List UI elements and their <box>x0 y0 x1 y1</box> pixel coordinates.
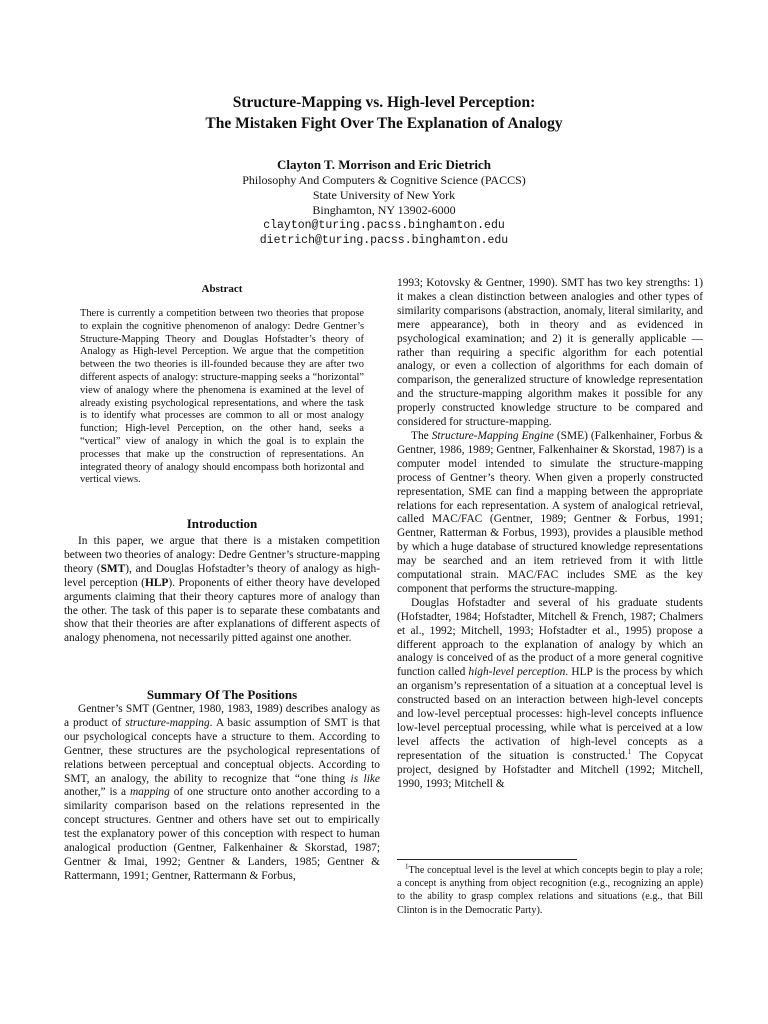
summary-emphasis-2: is like <box>350 772 380 785</box>
right-paragraph-3 <box>397 597 703 792</box>
introduction-body <box>64 535 380 646</box>
right-paragraph-1: 1993; Kotovsky & Gentner, 1990). SMT has two key strengths: 1) it makes a clean distinction between analogies and other types of similarity comparisons (abstraction, anomaly, literal similarity, and mere appearance), both in theory and as evidenced in psychological examination; and 2) it is generally applicable — rather than requiring a specific algorithm for each potential analogy, or even a collection of algorithms for each domain of comparison, the generalized structure of knowledge representation and the structure-mapping algorithm makes it possible for any properly constructed knowledge structure to be compared and considered for structure-mapping. <box>397 277 703 429</box>
footnote-divider <box>397 859 577 860</box>
affiliation-city: Binghamton, NY 13902-6000 <box>312 203 456 217</box>
right-column-body <box>397 277 703 792</box>
right-p2-emphasis: Structure-Mapping Engine <box>431 429 554 442</box>
summary-text-b: . A basic assumption of SMT is that our psychological concepts have a structure to them. According to Gentner, these structures are the psychological representations of relations between perceptual and conceptual objects. According to SMT, an analogy, the ability to recognize that “one thing <box>64 716 380 785</box>
footnote-marker: 1 <box>405 862 409 871</box>
summary-emphasis-3: mapping <box>129 786 170 799</box>
right-paragraph-2 <box>397 430 703 597</box>
abstract-text: There is currently a competition between two theories that propose to explain the cognitive phenomenon of analogy: Dedre Gentner’s Structure-Mapping Theory and Douglas Hofstadter’s theory of Analogy as High-level Perception. We argue that the competition between the two theories is ill-founded because they are after two different aspects of analogy: structure-mapping seeks a “horizontal” view of analogy where the phenomena is examined at the level of already existing psychological representations, and where the task is to identify what processes are common to all or most analogy function; High-level Perception, on the other hand, seeks a “vertical” view of analogy in which the goal is to explain the processes that make up the construction of representations. An integrated theory of analogy should encompass both horizontal and vertical views. <box>80 308 364 486</box>
intro-text-b: ), and Douglas Hofstadter’s theory of analogy as high-level perception ( <box>64 562 380 589</box>
right-p2-text-a: The <box>411 429 432 442</box>
summary-text-c: another,” is a <box>64 786 130 799</box>
smt-abbrev: SMT <box>100 562 126 575</box>
affiliation-university: State University of New York <box>312 188 456 202</box>
right-p3-text-a: Douglas Hofstadter and several of his graduate students (Hofstadter, 1984; Hofstadter, Mitchell & French, 1987; Chalmers et al., 1992; Mitchell, 1993; Hofstadter et al., 1995) propose a different approach to the explanation of analogy by which an analogy is conceived of as the product of a more general cognitive function called <box>397 596 703 679</box>
summary-heading: Summary Of The Positions <box>146 687 298 702</box>
hlp-abbrev: HLP <box>144 576 169 589</box>
affiliation-department: Philosophy And Computers & Cognitive Science (PACCS) <box>242 173 526 187</box>
summary-paragraph <box>64 703 380 884</box>
summary-body <box>64 703 380 884</box>
right-p3-text-c: The Copycat project, designed by Hofstadter and Mitchell (1992; Mitchell, 1990, 1993; Mitchell & <box>397 749 703 790</box>
intro-text-a: In this paper, we argue that there is a mistaken competition between two theories of analogy: Dedre Gentner’s structure-mapping theory ( <box>64 535 380 575</box>
paper-title-line-2: The Mistaken Fight Over The Explanation of Analogy <box>205 115 563 132</box>
summary-text-d: of one structure onto another according to a similarity comparison based on the relations represented in the concept structures. Gentner and others have set out to empirically test the explanatory power of this conception with respect to human analogical production (Gentner, Falkenhainer & Skorstad, 1987; Gentner & Imai, 1992; Gentner & Landers, 1985; Gentner & Rattermann, 1991; Gentner, Rattermann & Forbus, <box>64 786 380 882</box>
right-p3-text-b: . HLP is the process by which an organism’s representation of a situation at a conceptual level is constructed based on an interaction between high-level concepts and low-level perceptual processes: high-level concepts influence low-level perceptual processing, while what is perceived at a low level affects the activation of high-level concepts as a representation of the situation is constructed. <box>397 666 703 762</box>
author-email-2: dietrich@turing.pacss.binghamton.edu <box>259 234 509 247</box>
right-p2-text-b: (SME) (Falkenhainer, Forbus & Gentner, 1986, 1989; Gentner, Falkenhainer & Skorstad, 1987) is a computer model intended to simulate the structure-mapping process of Gentner’s theory. When given a properly constructed representation, SME can find a mapping between the appropriate relations for each representation. A system of analogical retrieval, called MAC/FAC (Gentner, 1989; Gentner & Forbus, 1991; Gentner, Ratterman & Forbus, 1993), provides a plausible method by which a huge database of structured knowledge representations may be searched and an item retrieved from it with little computational strain. MAC/FAC includes SME as the key component that performs the structure-mapping. <box>397 429 703 595</box>
footnote-reference[interactable]: 1 <box>627 748 632 757</box>
abstract-body <box>80 308 364 487</box>
introduction-paragraph <box>64 535 380 646</box>
summary-emphasis-1: structure-mapping <box>125 716 210 729</box>
author-email-1: clayton@turing.pacss.binghamton.edu <box>263 219 505 232</box>
footnote-body: The conceptual level is the level at which concepts begin to play a role; a concept is anything from object recognition (e.g., recognizing an apple) to the ability to grasp complex relations and situations (e.g., that Bill Clinton is in the Democratic Party). <box>397 865 703 916</box>
summary-text-a: Gentner’s SMT (Gentner, 1980, 1983, 1989) describes analogy as a product of <box>64 703 380 729</box>
paper-title-line-1: Structure-Mapping vs. High-level Perception: <box>232 94 536 111</box>
introduction-heading: Introduction <box>186 516 258 531</box>
right-p3-emphasis: high-level perception <box>468 666 566 679</box>
footnote <box>397 864 703 917</box>
footnote-text <box>397 864 703 917</box>
author-names: Clayton T. Morrison and Eric Dietrich <box>276 157 491 172</box>
abstract-heading: Abstract <box>201 283 243 295</box>
intro-text-c: ). Proponents of either theory have developed arguments claiming that their theory captures more of analogy than the other. The task of this paper is to separate these combatants and show that their theories are after explanations of different aspects of analogy phenomena, not necessarily pitted against one another. <box>64 576 380 645</box>
